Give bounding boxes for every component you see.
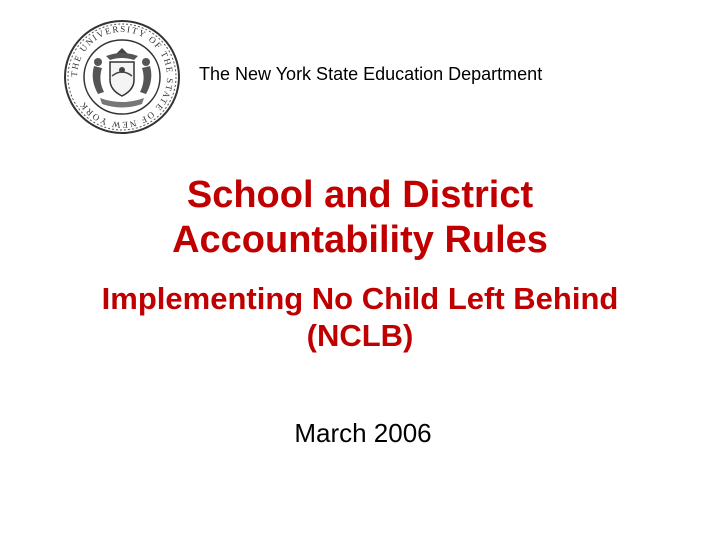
slide-subtitle [0,280,720,354]
title-line-2: Accountability Rules [172,219,548,261]
subtitle-line-2: (NCLB) [306,318,414,353]
organization-name: The New York State Education Department [199,64,543,84]
title-line-1: School and District [186,174,534,216]
presentation-date: March 2006 [294,418,432,448]
state-seal-icon [62,18,182,136]
slide-title [0,173,720,263]
seal-ring-text: THE UNIVERSITY OF THE STATE OF NEW YORK [68,23,176,131]
subtitle-line-1: Implementing No Child Left Behind [101,281,619,316]
